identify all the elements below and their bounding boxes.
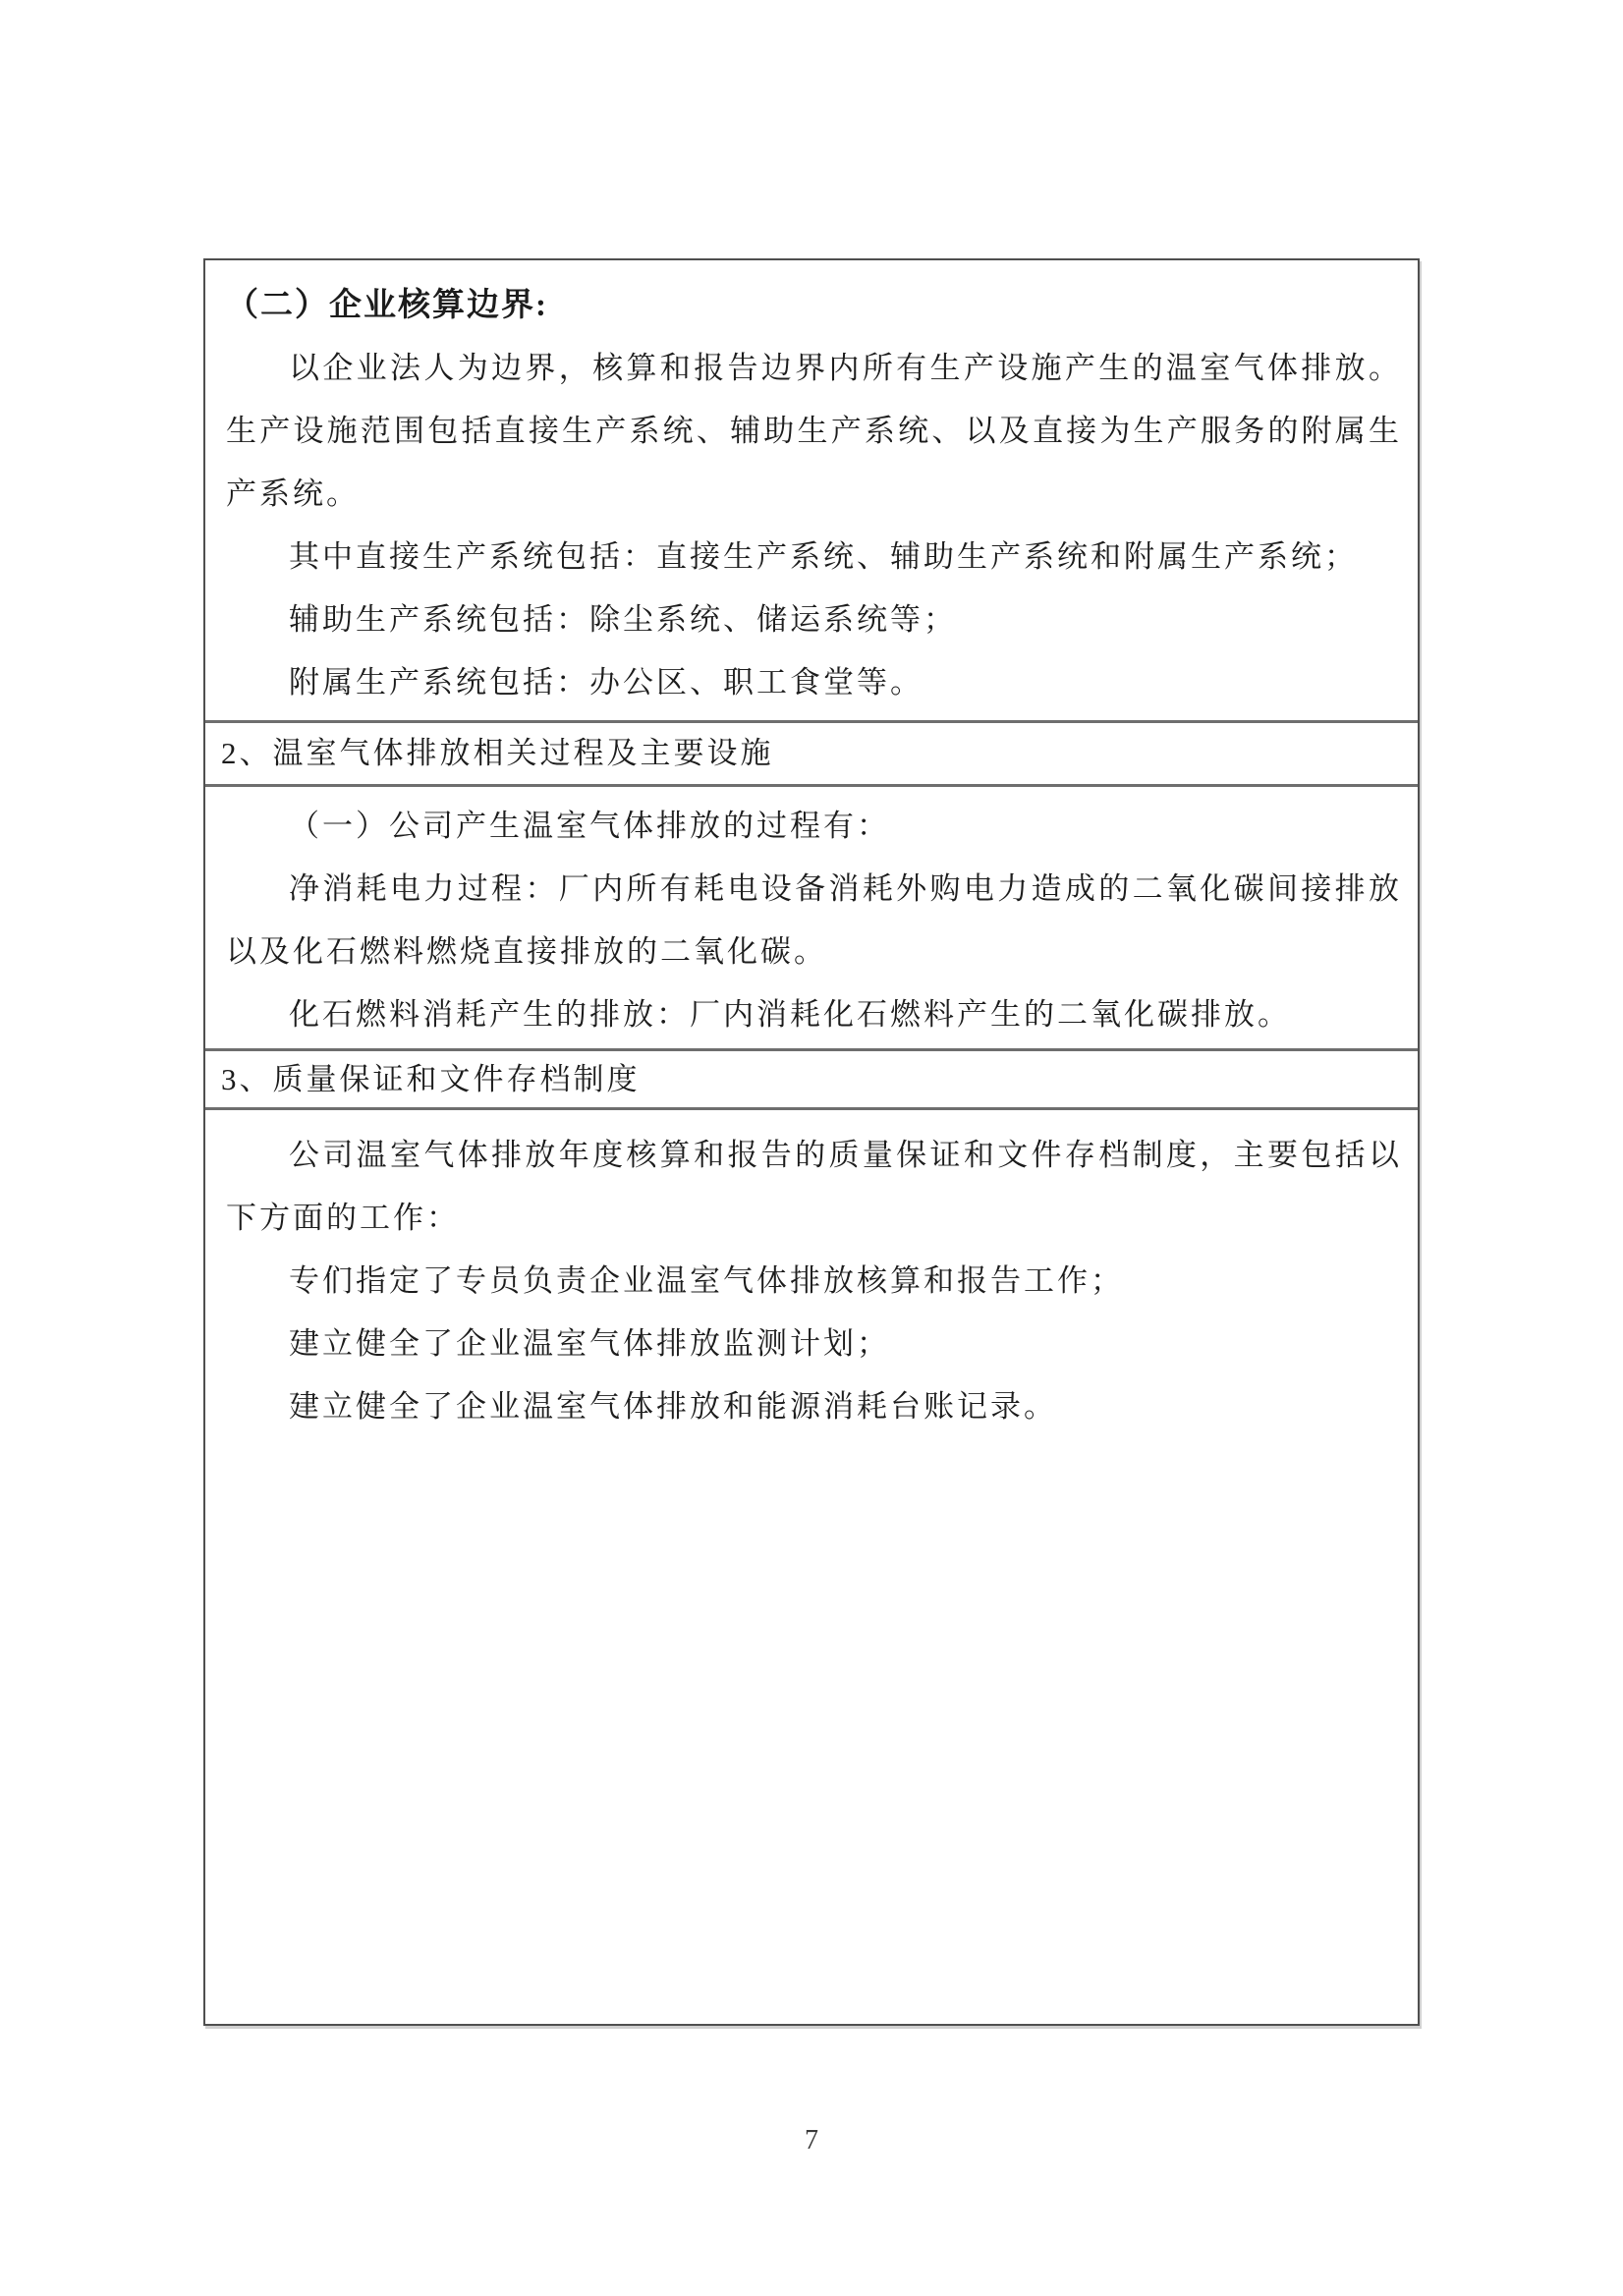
- paragraph-processes-intro: （一）公司产生温室气体排放的过程有：: [289, 809, 890, 843]
- section-emission-processes: [205, 784, 1418, 1048]
- paragraph-auxiliary-production-system: 辅助生产系统包括：除尘系统、储运系统等；: [289, 602, 957, 637]
- row-header-quality-assurance: [205, 1048, 1418, 1107]
- paragraph-direct-production-system: 其中直接生产系统包括：直接生产系统、辅助生产系统和附属生产系统；: [289, 539, 1358, 574]
- paragraph-boundary-description: 以企业法人为边界，核算和报告边界内所有生产设施产生的温室气体排放。生产设施范围包括直接生产系统、辅助生产系统、以及直接为生产服务的附属生产系统。: [226, 351, 1402, 511]
- section-quality-assurance: [205, 1107, 1418, 2028]
- header-label-quality-assurance: 3、质量保证和文件存档制度: [221, 1062, 641, 1096]
- paragraph-qa-designated-staff: 专们指定了专员负责企业温室气体排放核算和报告工作；: [289, 1263, 1124, 1298]
- paragraph-attached-production-system: 附属生产系统包括：办公区、职工食堂等。: [289, 665, 923, 700]
- section-heading-accounting-boundary: （二）企业核算边界:: [226, 288, 548, 323]
- paragraph-qa-ledger-records: 建立健全了企业温室气体排放和能源消耗台账记录。: [289, 1389, 1057, 1424]
- paragraph-net-electricity-process: 净消耗电力过程：厂内所有耗电设备消耗外购电力造成的二氧化碳间接排放以及化石燃料燃烧直接排放的二氧化碳。: [226, 871, 1402, 969]
- section-accounting-boundary: [205, 260, 1418, 720]
- paragraph-fossil-fuel-emission: 化石燃料消耗产生的排放：厂内消耗化石燃料产生的二氧化碳排放。: [289, 997, 1291, 1032]
- row-header-emission-processes: [205, 720, 1418, 784]
- paragraph-qa-monitoring-plan: 建立健全了企业温室气体排放监测计划；: [289, 1326, 890, 1361]
- page-number: 7: [805, 2125, 818, 2156]
- paragraph-qa-intro: 公司温室气体排放年度核算和报告的质量保证和文件存档制度，主要包括以下方面的工作：: [226, 1138, 1402, 1235]
- header-label-emission-processes: 2、温室气体排放相关过程及主要设施: [221, 736, 774, 770]
- report-table: [203, 258, 1420, 2026]
